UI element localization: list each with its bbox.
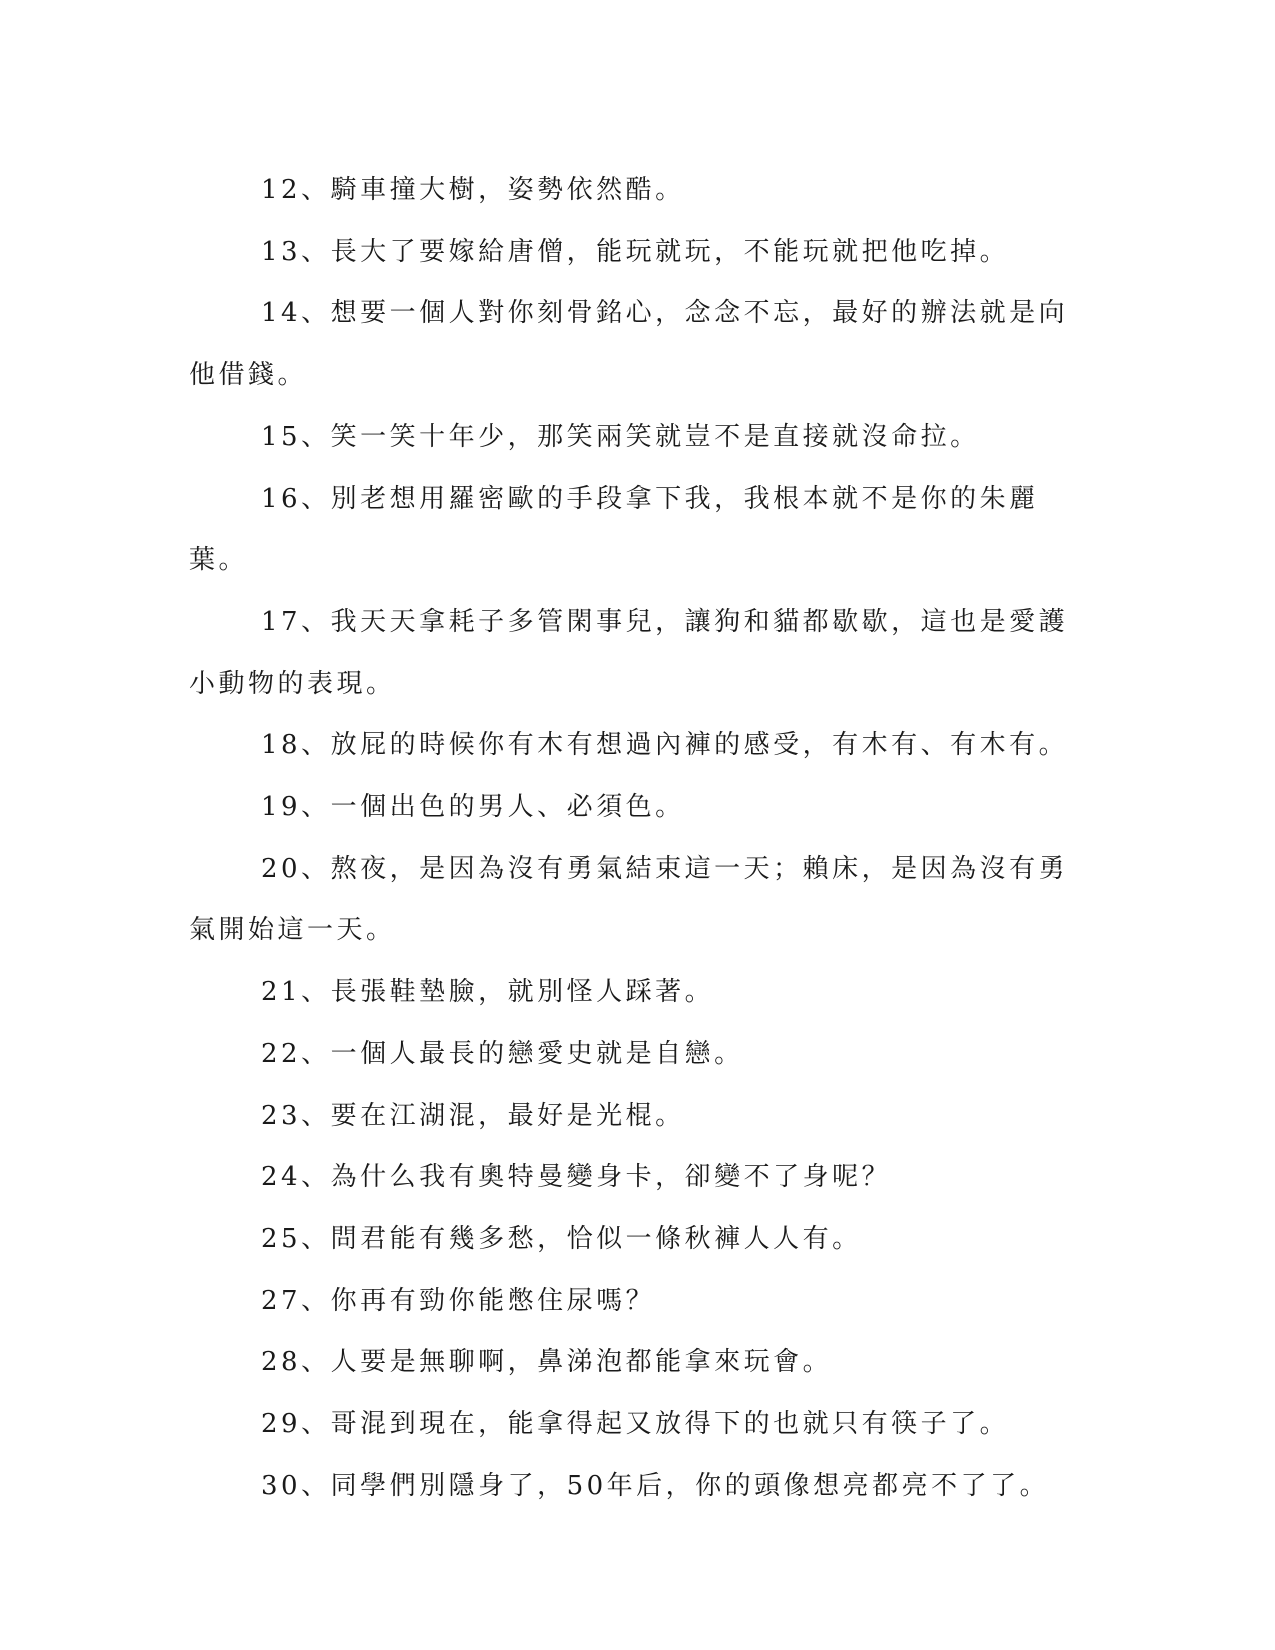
document-body	[189, 160, 1071, 1517]
paragraph-27: 27、你再有勁你能憋住尿嗎？	[261, 1285, 656, 1316]
paragraph-20: 20、熬夜，是因為沒有勇氣結束這一天；賴床，是因為沒有勇氣開始這一天。	[189, 853, 1069, 946]
paragraph-16: 16、別老想用羅密歐的手段拿下我，我根本就不是你的朱麗葉。	[189, 483, 1039, 576]
paragraph-29: 29、哥混到現在，能拿得起又放得下的也就只有筷子了。	[261, 1409, 1010, 1440]
paragraph-19: 19、一個出色的男人、必須色。	[261, 792, 685, 823]
paragraph-21: 21、長張鞋墊臉，就別怪人踩著。	[261, 977, 715, 1008]
paragraph-28: 28、人要是無聊啊，鼻涕泡都能拿來玩會。	[261, 1347, 833, 1378]
paragraph-15: 15、笑一笑十年少，那笑兩笑就豈不是直接就沒命拉。	[261, 421, 980, 452]
paragraph-22: 22、一個人最長的戀愛史就是自戀。	[261, 1038, 744, 1069]
paragraph-24: 24、為什么我有奧特曼變身卡，卻變不了身呢？	[261, 1162, 892, 1193]
paragraph-13: 13、長大了要嫁給唐僧，能玩就玩，不能玩就把他吃掉。	[261, 236, 1010, 267]
paragraph-12: 12、騎車撞大樹，姿勢依然酷。	[261, 175, 685, 205]
paragraph-23: 23、要在江湖混，最好是光棍。	[261, 1100, 685, 1131]
paragraph-25: 25、問君能有幾多愁，恰似一條秋褲人人有。	[261, 1223, 862, 1254]
paragraph-17: 17、我天天拿耗子多管閑事兒，讓狗和貓都歇歇，這也是愛護小動物的表現。	[189, 606, 1069, 699]
paragraph-18: 18、放屁的時候你有木有想過內褲的感受，有木有、有木有。	[261, 730, 1069, 761]
paragraph-14: 14、想要一個人對你刻骨銘心，念念不忘，最好的辦法就是向他借錢。	[189, 298, 1069, 391]
paragraph-30: 30、同學們別隱身了，50年后，你的頭像想亮都亮不了了。	[261, 1470, 1050, 1501]
